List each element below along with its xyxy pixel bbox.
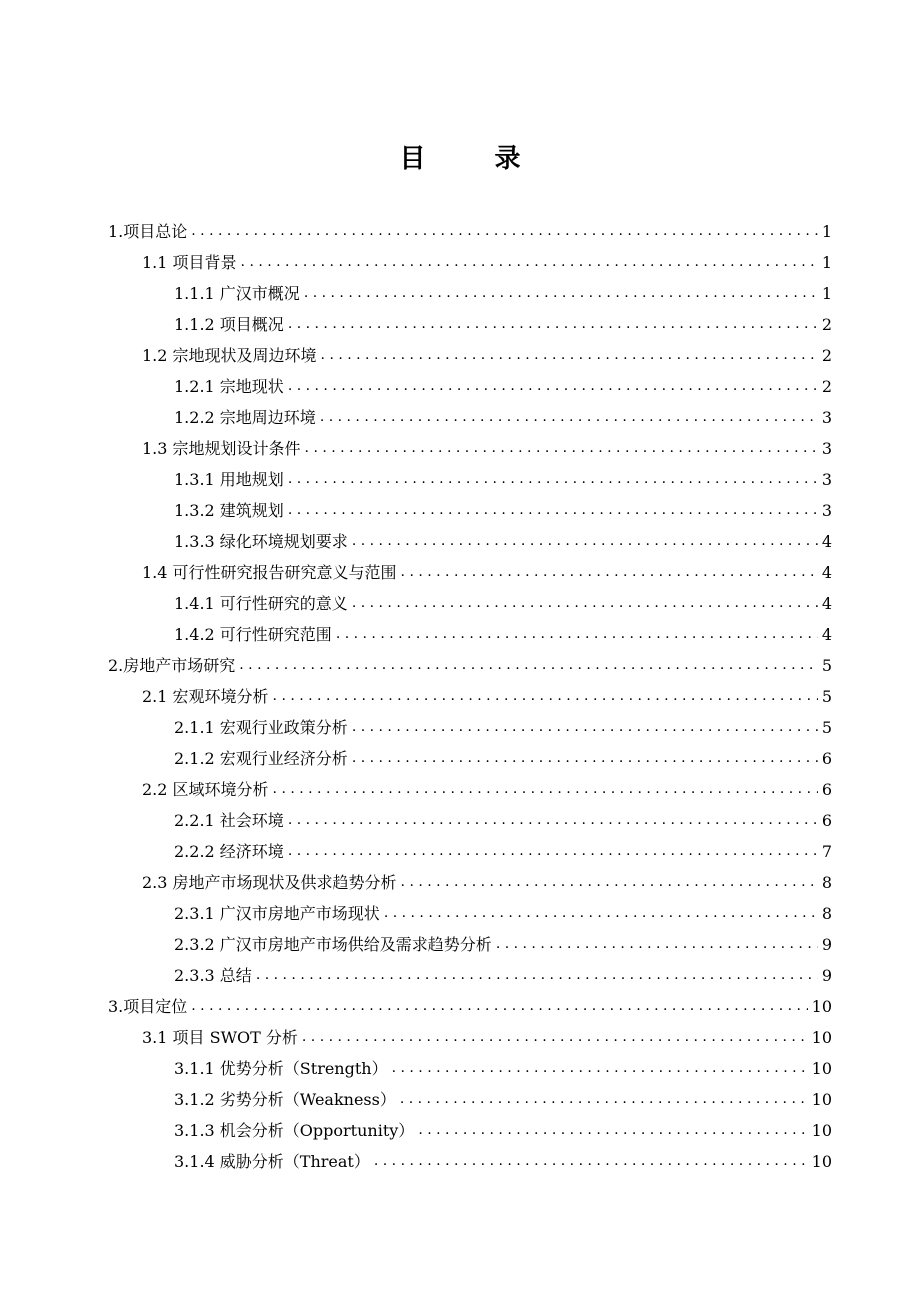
toc-entry[interactable] [142, 557, 832, 588]
toc-entry[interactable] [142, 681, 832, 712]
toc-entry-page-number: 5 [821, 656, 832, 675]
toc-entry-page-number: 4 [821, 532, 832, 551]
toc-entry[interactable] [174, 1084, 832, 1115]
toc-entry-page-number: 9 [821, 966, 832, 985]
toc-entry-page-number: 4 [821, 625, 832, 644]
toc-entry-label: 1.1.2 项目概况 [174, 315, 284, 334]
toc-entry-page-number: 1 [821, 284, 832, 303]
toc-entry[interactable] [174, 619, 832, 650]
toc-dot-leader [288, 836, 818, 867]
toc-entry[interactable] [174, 464, 832, 495]
toc-dot-leader [256, 960, 818, 991]
toc-entry-label: 3.1.3 机会分析（Opportunity） [174, 1121, 415, 1140]
toc-dot-leader [305, 433, 818, 464]
toc-entry[interactable] [142, 1022, 832, 1053]
toc-entry[interactable] [174, 402, 832, 433]
toc-entry[interactable] [174, 1053, 832, 1084]
toc-entry-label: 3.1.2 劣势分析（Weakness） [174, 1090, 396, 1109]
toc-dot-leader [336, 619, 818, 650]
toc-entry-label: 2.房地产市场研究 [108, 656, 236, 675]
toc-dot-leader [239, 650, 818, 681]
toc-entry-label: 1.3.2 建筑规划 [174, 501, 284, 520]
toc-entry-page-number: 1 [821, 253, 832, 272]
toc-entry-page-number: 3 [821, 439, 832, 458]
toc-entry-page-number: 5 [821, 718, 832, 737]
toc-dot-leader [392, 1053, 808, 1084]
toc-entry[interactable] [142, 340, 832, 371]
toc-entry-label: 2.1.1 宏观行业政策分析 [174, 718, 348, 737]
toc-entry-label: 1.3.1 用地规划 [174, 470, 284, 489]
toc-dot-leader [400, 1084, 808, 1115]
toc-entry[interactable] [108, 650, 832, 681]
toc-entry[interactable] [174, 278, 832, 309]
toc-entry[interactable] [174, 805, 832, 836]
toc-entry[interactable] [142, 774, 832, 805]
toc-dot-leader [352, 743, 818, 774]
toc-dot-leader [418, 1115, 807, 1146]
toc-entry-label: 2.2 区域环境分析 [142, 780, 269, 799]
toc-dot-leader [241, 247, 818, 278]
toc-entry-page-number: 1 [821, 222, 832, 241]
toc-entry-label: 1.2.1 宗地现状 [174, 377, 284, 396]
toc-dot-leader [352, 526, 818, 557]
toc-entry-page-number: 6 [821, 749, 832, 768]
toc-entry-label: 2.2.1 社会环境 [174, 811, 284, 830]
toc-entry-page-number: 3 [821, 470, 832, 489]
toc-dot-leader [374, 1146, 808, 1177]
toc-entry-label: 1.3.3 绿化环境规划要求 [174, 532, 348, 551]
toc-entry[interactable] [142, 247, 832, 278]
toc-entry[interactable] [174, 743, 832, 774]
toc-entry-page-number: 7 [821, 842, 832, 861]
toc-entry-page-number: 4 [821, 563, 832, 582]
toc-dot-leader [288, 805, 818, 836]
toc-entry-label: 3.1.1 优势分析（Strength） [174, 1059, 388, 1078]
toc-entry[interactable] [174, 929, 832, 960]
toc-entry-label: 1.3 宗地规划设计条件 [142, 439, 301, 458]
page-title: 目 录 [399, 144, 551, 174]
toc-entry-page-number: 6 [821, 811, 832, 830]
toc-entry-label: 2.3 房地产市场现状及供求趋势分析 [142, 873, 397, 892]
toc-entry-label: 2.2.2 经济环境 [174, 842, 284, 861]
toc-entry[interactable] [174, 309, 832, 340]
toc-entry-label: 1.4 可行性研究报告研究意义与范围 [142, 563, 397, 582]
toc-entry-label: 1.1.1 广汉市概况 [174, 284, 300, 303]
toc-entry[interactable] [108, 991, 832, 1022]
toc-entry-label: 2.3.3 总结 [174, 966, 252, 985]
toc-dot-leader [352, 712, 818, 743]
toc-dot-leader [401, 557, 818, 588]
toc-entry[interactable] [174, 588, 832, 619]
toc-entry-page-number: 6 [821, 780, 832, 799]
toc-entry-label: 2.3.2 广汉市房地产市场供给及需求趋势分析 [174, 935, 492, 954]
toc-entry-page-number: 10 [811, 1059, 832, 1078]
toc-entry[interactable] [108, 216, 832, 247]
toc-entry[interactable] [174, 1146, 832, 1177]
toc-entry-label: 2.1.2 宏观行业经济分析 [174, 749, 348, 768]
toc-entry[interactable] [174, 526, 832, 557]
toc-entry-label: 1.4.2 可行性研究范围 [174, 625, 332, 644]
toc-entry-page-number: 10 [811, 997, 832, 1016]
toc-dot-leader [321, 340, 818, 371]
toc-dot-leader [288, 309, 818, 340]
toc-entry-label: 2.1 宏观环境分析 [142, 687, 269, 706]
toc-dot-leader [191, 216, 818, 247]
toc-entry-label: 3.1.4 威胁分析（Threat） [174, 1152, 370, 1171]
toc-dot-leader [496, 929, 818, 960]
toc-dot-leader [273, 774, 818, 805]
toc-dot-leader [302, 1022, 808, 1053]
toc-entry[interactable] [174, 495, 832, 526]
toc-entry-page-number: 3 [821, 501, 832, 520]
toc-entry[interactable] [174, 1115, 832, 1146]
toc-dot-leader [352, 588, 818, 619]
toc-dot-leader [288, 464, 818, 495]
toc-entry-page-number: 2 [821, 377, 832, 396]
toc-entry-page-number: 10 [811, 1152, 832, 1171]
toc-entry-page-number: 10 [811, 1121, 832, 1140]
toc-entry-page-number: 10 [811, 1090, 832, 1109]
toc-dot-leader [191, 991, 807, 1022]
toc-entry[interactable] [142, 433, 832, 464]
toc-entry-label: 3.项目定位 [108, 997, 188, 1016]
toc-entry[interactable] [174, 712, 832, 743]
toc-entry-page-number: 3 [821, 408, 832, 427]
toc-entry-page-number: 10 [811, 1028, 832, 1047]
toc-entry-label: 2.3.1 广汉市房地产市场现状 [174, 904, 380, 923]
toc-entry-page-number: 8 [821, 904, 832, 923]
toc-dot-leader [320, 402, 818, 433]
toc-entry[interactable] [142, 867, 832, 898]
toc-entry-label: 1.1 项目背景 [142, 253, 237, 272]
toc-entry-label: 3.1 项目 SWOT 分析 [142, 1028, 298, 1047]
toc-dot-leader [273, 681, 818, 712]
toc-entry-label: 1.2 宗地现状及周边环境 [142, 346, 317, 365]
toc-entry-label: 1.项目总论 [108, 222, 188, 241]
toc-entry[interactable] [174, 836, 832, 867]
toc-dot-leader [288, 371, 818, 402]
toc-dot-leader [288, 495, 818, 526]
toc-entry[interactable] [174, 898, 832, 929]
toc-dot-leader [401, 867, 818, 898]
toc-entry-page-number: 2 [821, 315, 832, 334]
toc-dot-leader [304, 278, 818, 309]
toc-dot-leader [384, 898, 818, 929]
toc-entry-page-number: 9 [821, 935, 832, 954]
toc-entry[interactable] [174, 371, 832, 402]
toc-entry-page-number: 4 [821, 594, 832, 613]
toc-entry-page-number: 2 [821, 346, 832, 365]
toc-entry-label: 1.4.1 可行性研究的意义 [174, 594, 348, 613]
toc-entry-page-number: 8 [821, 873, 832, 892]
toc-entry[interactable] [174, 960, 832, 991]
toc-entry-page-number: 5 [821, 687, 832, 706]
toc-entry-label: 1.2.2 宗地周边环境 [174, 408, 316, 427]
